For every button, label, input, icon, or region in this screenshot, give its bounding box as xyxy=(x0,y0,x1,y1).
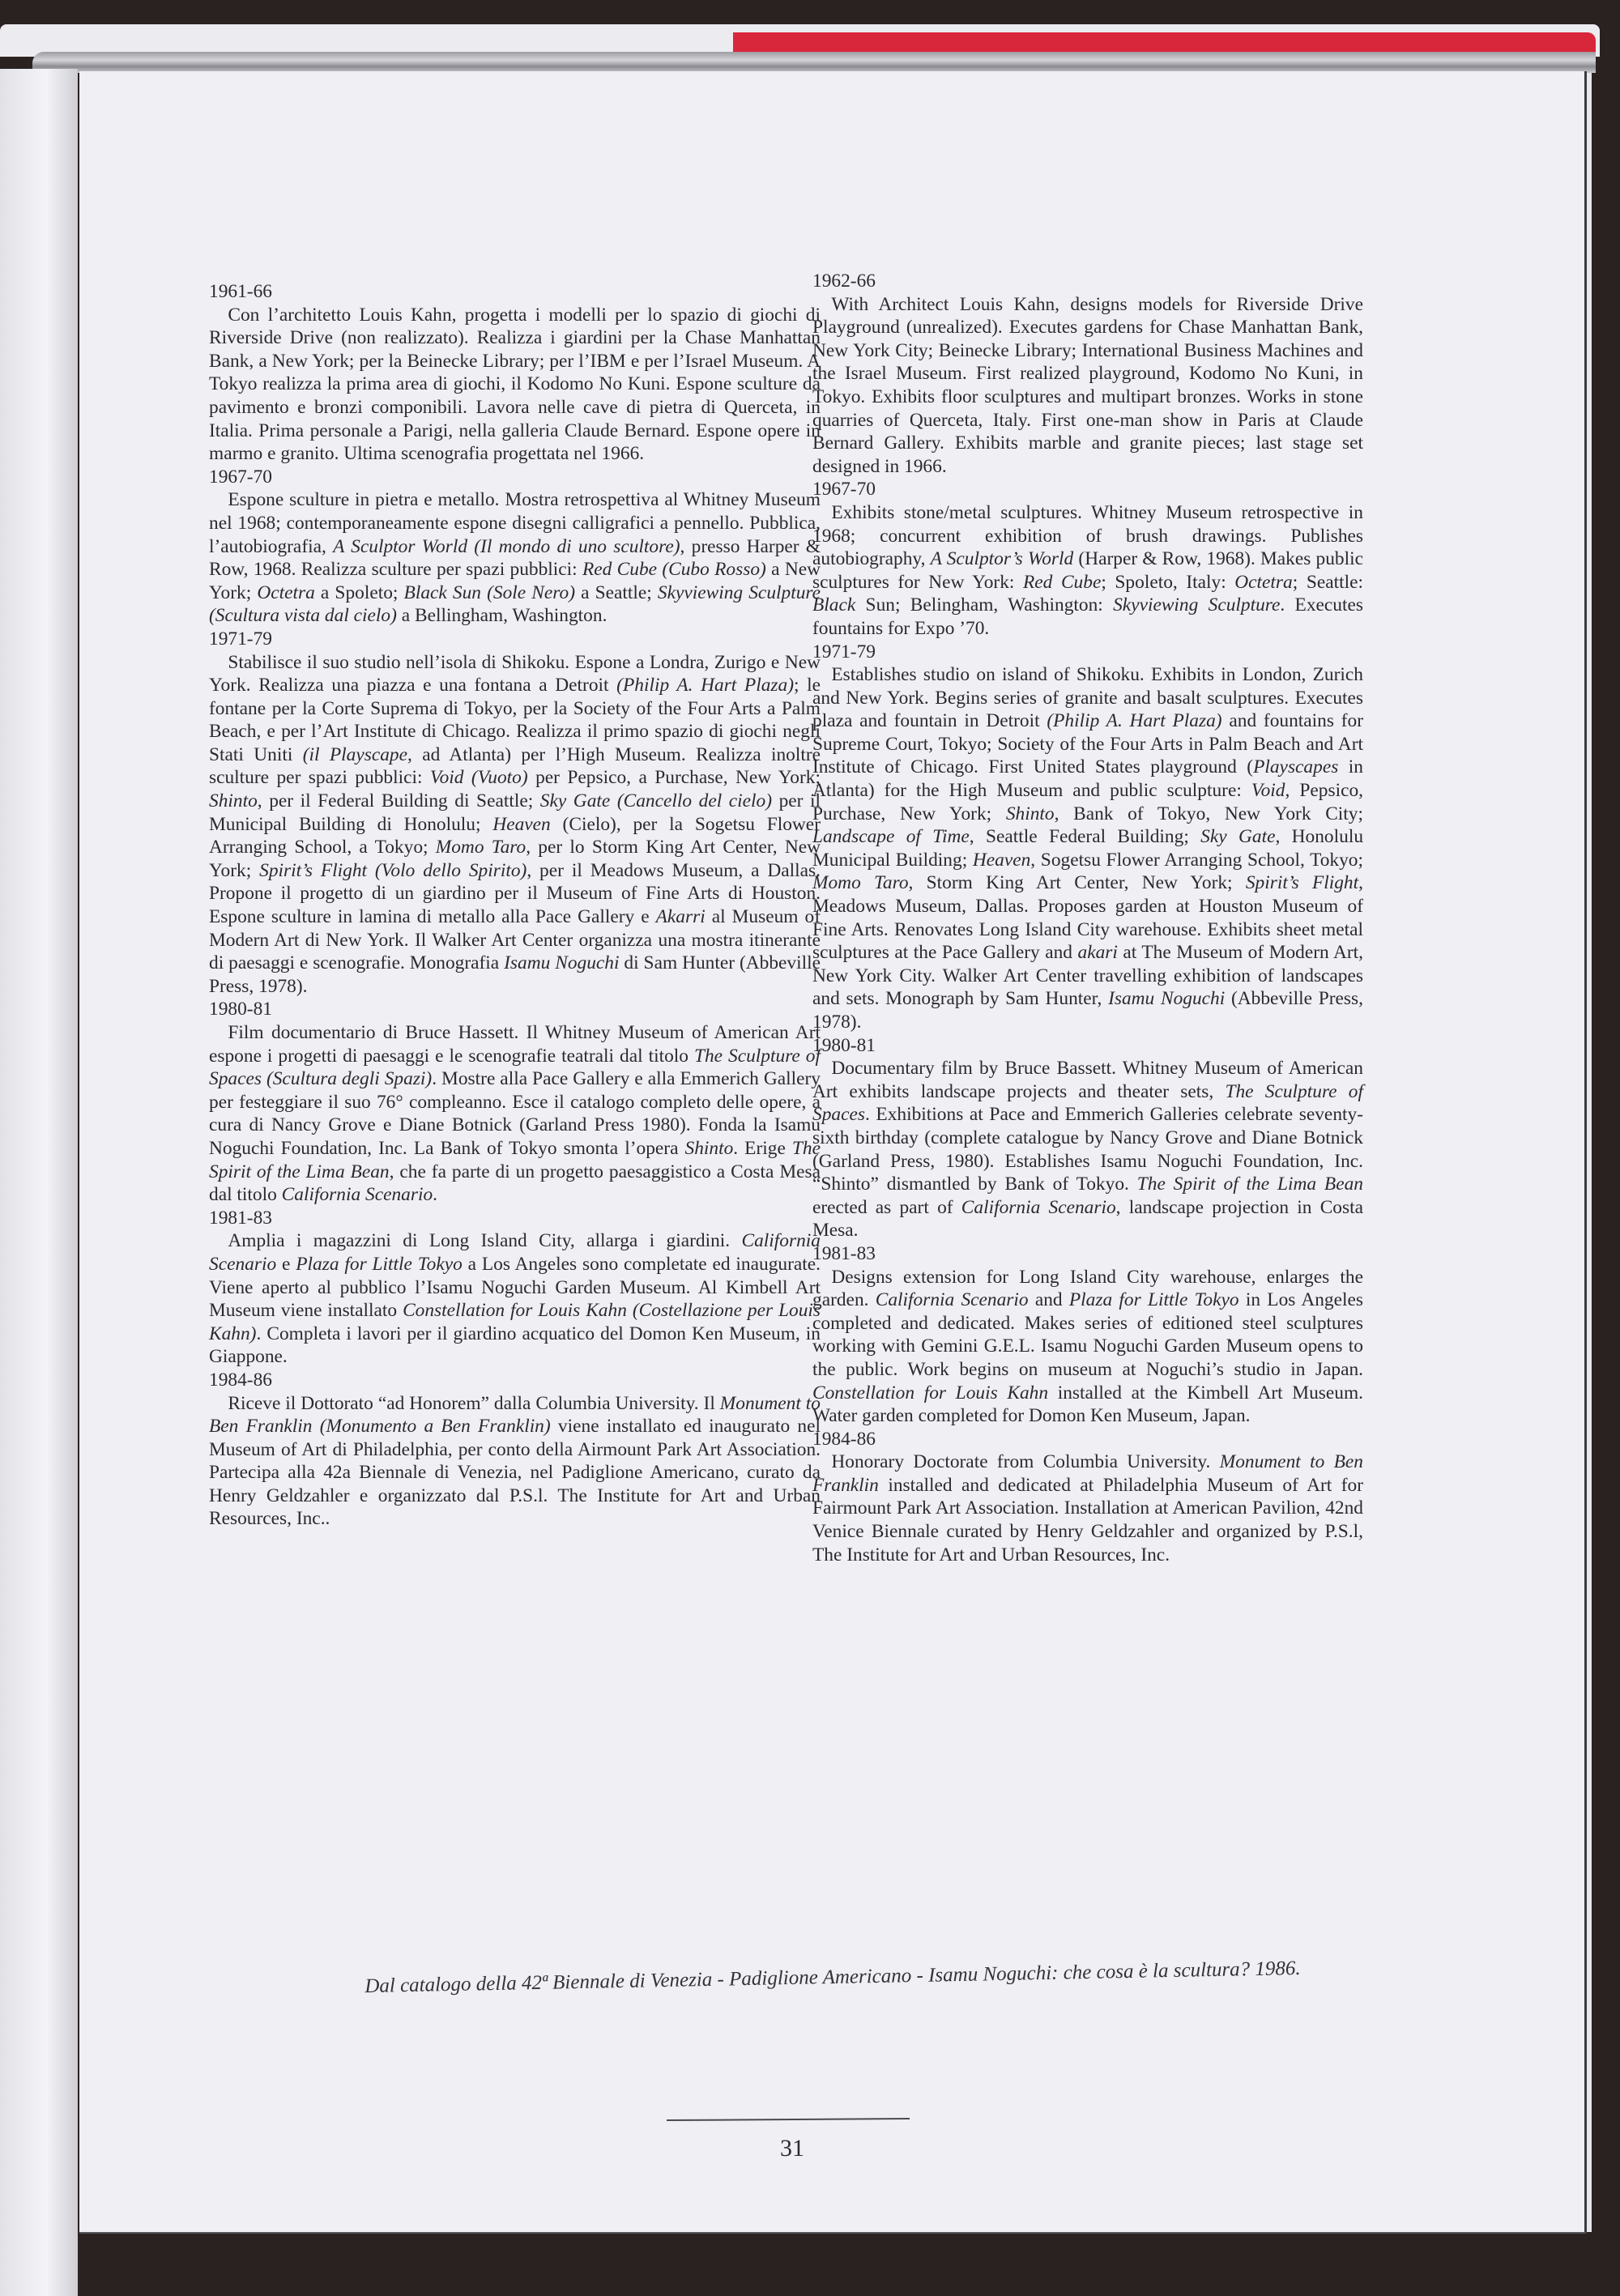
artwork-title: Red Cube xyxy=(1023,571,1102,593)
artwork-title: Akarri xyxy=(655,906,706,928)
artwork-title: Landscape of Time xyxy=(812,826,970,848)
footer-rule xyxy=(667,2118,910,2121)
artwork-title: Shinto xyxy=(209,790,258,812)
entry-text xyxy=(209,651,821,999)
artwork-title: (il Playscape xyxy=(302,743,407,765)
entry-year: 1981-83 xyxy=(209,1207,272,1229)
entry-text-segment: , Storm King Art Center, New York; xyxy=(908,872,1246,894)
artwork-title: Octetra xyxy=(1234,571,1293,593)
artwork-title: Sky Gate (Cancello del cielo) xyxy=(539,790,773,812)
entry-text-segment: di Sam Hunter (Abbeville Press, 1978). xyxy=(209,952,821,997)
entry-text-segment: . Exhibitions at Pace and Emmerich Galleries celebrate seventy-sixth birthday (complete catalogue by Nancy Grove and Diane Botnick (Garland Press, 1980). Establishes Isamu Noguchi Foundation, Inc. “Shinto” dismantled by Bank of Tokyo. xyxy=(812,1104,1363,1195)
artwork-title: Skyviewing Sculpture xyxy=(1113,594,1281,616)
artwork-title: akari xyxy=(1077,942,1118,964)
entry-text-segment: . Completa i lavori per il giardino acquatico del Domon Ken Museum, in Giappone. xyxy=(209,1323,821,1368)
left-page-edge xyxy=(0,69,78,2296)
entry-text-segment: (Abbeville Press, 1978). xyxy=(812,988,1363,1033)
artwork-title: Black Sun (Sole Nero) xyxy=(403,581,575,603)
entry-text-segment: , per il Meadows Museum, a Dallas. Propone il progetto di un giardino per il Museum of Fine Arts di Houston. Espone sculture in lamina di metallo alla Pace Gallery e xyxy=(209,859,821,928)
entry-year: 1967-70 xyxy=(812,479,876,501)
entry-text-segment: Establishes studio on island of Shikoku. Exhibits in London, Zurich and New York. Begins series of granite and basalt sculptures. Executes plaza and fountain in Detroit xyxy=(812,664,1363,732)
entry-text-segment: Amplia i magazzini di Long Island City, allarga i giardini. xyxy=(228,1230,742,1252)
entry-text xyxy=(812,501,1363,641)
entry-text-segment: and fountains for Supreme Court, Tokyo; Society of the Four Arts in Palm Beach and Art Institute of Chicago. First United States playground ( xyxy=(812,710,1363,778)
artwork-title: Plaza for Little Tokyo xyxy=(1068,1289,1239,1311)
source-caption: Dal catalogo della 42ª Biennale di Venezia - Padiglione Americano - Isamu Noguchi: che cosa è la scultura? 1986. xyxy=(364,1957,1301,1998)
artwork-title: California Scenario xyxy=(209,1230,821,1275)
entry-text-segment: Documentary film by Bruce Bassett. Whitney Museum of American Art exhibits landscape projects and theater sets, xyxy=(812,1058,1363,1102)
entry-text-segment: . Erige xyxy=(733,1137,792,1159)
page-number: 31 xyxy=(780,2135,804,2162)
red-spine-strip xyxy=(733,32,1596,53)
entry-text-segment: , per il Federal Building di Seattle; xyxy=(257,790,540,812)
artwork-title: Isamu Noguchi xyxy=(504,952,620,974)
entry-text-segment: Riceve il Dottorato “ad Honorem” dalla Columbia University. Il xyxy=(228,1392,720,1414)
entry-text-segment: erected as part of xyxy=(812,1196,961,1218)
artwork-title: Playscapes xyxy=(1253,756,1339,778)
entry-text-segment: ; le fontane per la Corte Suprema di Tokyo, per la Society of the Four Arts a Palm Beach, e per l’Art Institute di Chicago. Realizza il primo spazio di giochi negli Stati Uniti xyxy=(209,675,821,765)
artwork-title: Heaven xyxy=(492,813,551,835)
entry-text-segment: , Seattle Federal Building; xyxy=(969,826,1201,848)
entry-text-segment: With Architect Louis Kahn, designs models for Riverside Drive Playground (unrealized). Executes gardens for Chase Manhattan Bank, New York City; Beinecke Library; International Business Machines and the Israel Museum. First realized playground, Kodomo No Kuni, in Tokyo. Exhibits floor sculptures and multipart bronzes. Works in stone quarries of Querceta, Italy. First one-man show in Paris at Claude Bernard Gallery. Exhibits marble and granite pieces; last stage set designed in 1966. xyxy=(812,293,1363,477)
entry-text-segment: installed and dedicated at Philadelphia Museum of Art for Fairmount Park Art Association. Installation at American Pavilion, 42nd Venice Biennale curated by Henry Geldzahler and organized by P.S.l, The Institute for Art and Urban Resources, Inc. xyxy=(812,1474,1363,1565)
entry-text-segment: Designs extension for Long Island City warehouse, enlarges the garden. xyxy=(812,1266,1363,1311)
entry-text-segment: a Spoleto; xyxy=(314,581,404,603)
entry-text-segment: , Pepsico, Purchase, New York; xyxy=(812,780,1363,824)
artwork-title: The Sculpture of Spaces (Scultura degli Spazi) xyxy=(209,1045,821,1090)
entry-text xyxy=(209,1229,821,1369)
entry-text-segment: and xyxy=(1028,1289,1069,1311)
artwork-title: Shinto xyxy=(1005,803,1055,824)
artwork-title: Constellation for Louis Kahn (Costellazione per Louis Kahn) xyxy=(209,1300,821,1344)
artwork-title: Monument to Ben Franklin (Monumento a Ben Franklin) xyxy=(209,1392,821,1438)
artwork-title: Black xyxy=(812,594,856,616)
artwork-title: Octetra xyxy=(257,581,315,603)
entry-text-segment: , Sogetsu Flower Arranging School, Tokyo; xyxy=(1030,849,1363,871)
entry-text-segment: Espone sculture in pietra e metallo. Mostra retrospettiva al Whitney Museum nel 1968; contemporaneamente espone disegni calligrafici a pennello. Pubblica, l’autobiografia, xyxy=(209,489,821,557)
entry-text-segment: , Bank of Tokyo, New York City; xyxy=(1054,803,1363,824)
entry-year: 1971-79 xyxy=(812,641,876,662)
entry-text-segment: per il Municipal Building di Honolulu; xyxy=(209,790,821,835)
entry-text-segment: , che fa parte di un progetto paesaggistico a Costa Mesa dal titolo xyxy=(209,1161,821,1206)
artwork-title: Momo Taro xyxy=(435,837,526,858)
entry-text-segment: ; Seattle: xyxy=(1292,571,1363,593)
artwork-title: Void xyxy=(1251,780,1285,802)
artwork-title: California Scenario xyxy=(281,1184,433,1206)
entry-text-segment: Exhibits stone/metal sculptures. Whitney Museum retrospective in 1968; concurrent exhibition of brush drawings. Publishes autobiography, xyxy=(812,501,1363,570)
entry-text xyxy=(812,1057,1363,1242)
entry-text-segment: in Los Angeles completed and dedicated. Makes series of editioned steel sculptures working with Gemini G.E.L. Isamu Noguchi Garden Museum opens to the public. Work begins on museum at Noguchi’s studio in Japan. xyxy=(812,1289,1363,1380)
entry-text-segment: viene installato ed inaugurato nel Museum of Art di Philadelphia, per conto della Airmount Park Art Association. Partecipa alla 42a Biennale di Venezia, nel Padiglione Americano, curato da Henry Geldzahler e organizzato dal P.S.l. The Institute for Art and Urban Resources, Inc.. xyxy=(209,1416,821,1530)
entry-text-segment: Stabilisce il suo studio nell’isola di Shikoku. Espone a Londra, Zurigo e New York. Realizza una piazza e una fontana a Detroit xyxy=(209,651,821,696)
entry-text-segment: ; Spoleto, Italy: xyxy=(1101,571,1235,593)
entry-text-segment: , presso Harper & Row, 1968. Realizza sculture per spazi pubblici: xyxy=(209,535,821,581)
entry-text xyxy=(812,293,1363,479)
entry-text-segment: a Los Angeles sono completate ed inaugurate. Viene aperto al pubblico l’Isamu Noguchi Garden Museum. Al Kimbell Art Museum viene installato xyxy=(209,1253,821,1322)
entry-text-segment: a Bellingham, Washington. xyxy=(396,605,608,627)
entry-text-segment: Con l’architetto Louis Kahn, progetta i modelli per lo spazio di giochi di Riverside Drive (non realizzato). Realizza i giardini per la Chase Manhattan Bank, a New York; per la Beinecke Library; per l’IBM e per l’Israel Museum. A Tokyo realizza la prima area di giochi, il Kodomo No Kuni. Espone sculture da pavimento e bronzi componibili. Lavora nelle cave di pietra di Querceta, in Italia. Prima personale a Parigi, nella galleria Claude Bernard. Espone opere in marmo e granito. Ultima scenografia progettata nel 1966. xyxy=(209,304,821,465)
english-column xyxy=(812,270,1363,1566)
entry-year: 1961-66 xyxy=(209,281,272,302)
entry-text-segment: , per lo Storm King Art Center, New York; xyxy=(209,837,821,881)
artwork-title: The Spirit of the Lima Bean xyxy=(1136,1174,1363,1195)
entry-text-segment: . xyxy=(433,1184,438,1206)
entry-year: 1962-66 xyxy=(812,270,876,292)
entry-year: 1980-81 xyxy=(812,1034,876,1056)
entry-text-segment: , Meadows Museum, Dallas. Proposes garden at Houston Museum of Fine Arts. Renovates Long Island City warehouse. Exhibits sheet metal sculptures at the Pace Gallery and xyxy=(812,872,1363,964)
book-page xyxy=(79,71,1587,2234)
artwork-title: Void (Vuoto) xyxy=(429,767,528,789)
entry-text-segment: in Atlanta) for the High Museum and public sculpture: xyxy=(812,756,1363,802)
entry-text-segment: , ad Atlanta) per l’High Museum. Realizza inoltre sculture per spazi pubblici: xyxy=(209,743,821,789)
entry-text xyxy=(209,1392,821,1531)
entry-text-segment: (Cielo), per la Sogetsu Flower Arranging School, a Tokyo; xyxy=(209,813,821,858)
artwork-title: Momo Taro xyxy=(812,872,909,894)
entry-year: 1984-86 xyxy=(209,1369,272,1391)
artwork-title: The Spirit of the Lima Bean xyxy=(209,1137,821,1182)
entry-text-segment: per Pepsico, a Purchase, New York; xyxy=(527,767,821,789)
artwork-title: (Philip A. Hart Plaza) xyxy=(616,675,794,696)
italian-column xyxy=(209,280,821,1531)
entry-year: 1981-83 xyxy=(812,1242,876,1264)
entry-text xyxy=(209,488,821,628)
artwork-title: Isamu Noguchi xyxy=(1108,988,1226,1010)
entry-text-segment: a Seattle; xyxy=(575,581,658,603)
artwork-title: Skyviewing Sculpture (Scultura vista dal cielo) xyxy=(209,581,821,627)
entry-text-segment: installed at the Kimbell Art Museum. Water garden completed for Domon Ken Museum, Japan. xyxy=(812,1382,1363,1427)
entry-text-segment: al Museum of Modern Art di New York. Il Walker Art Center organizza una mostra itinerante di paesaggi e scenografie. Monografia xyxy=(209,906,821,974)
artwork-title: Sky Gate xyxy=(1200,826,1276,848)
artwork-title: Plaza for Little Tokyo xyxy=(296,1253,463,1275)
artwork-title: Shinto xyxy=(684,1137,734,1159)
entry-text-segment: Film documentario di Bruce Hassett. Il Whitney Museum of American Art espone i progetti di paesaggi e le scenografie teatrali dal titolo xyxy=(209,1022,821,1067)
page-stack-edge xyxy=(32,52,1596,73)
entry-text-segment: . Executes fountains for Expo ’70. xyxy=(812,594,1363,639)
artwork-title: Spirit’s Flight xyxy=(1245,872,1359,894)
artwork-title: California Scenario xyxy=(875,1289,1029,1311)
entry-text xyxy=(812,663,1363,1034)
artwork-title: (Philip A. Hart Plaza) xyxy=(1047,710,1222,732)
entry-text-segment: a New York; xyxy=(209,559,821,603)
entry-text-segment: Honorary Doctorate from Columbia University. xyxy=(831,1451,1220,1473)
entry-text xyxy=(209,1021,821,1207)
entry-text-segment: , landscape projection in Costa Mesa. xyxy=(812,1196,1363,1242)
entry-year: 1984-86 xyxy=(812,1428,876,1450)
entry-year: 1971-79 xyxy=(209,628,272,650)
entry-text-segment: Sun; Belingham, Washington: xyxy=(855,594,1114,616)
artwork-title: The Sculpture of Spaces xyxy=(812,1080,1363,1126)
artwork-title: Constellation for Louis Kahn xyxy=(812,1382,1049,1404)
entry-text-segment: , Honolulu Municipal Building; xyxy=(812,826,1364,871)
entry-text-segment: (Harper & Row, 1968). Makes public sculptures for New York: xyxy=(812,548,1363,593)
entry-year: 1980-81 xyxy=(209,999,272,1020)
artwork-title: Heaven xyxy=(972,849,1031,871)
entry-text-segment: at The Museum of Modern Art, New York City. Walker Art Center travelling exhibition of landscapes and sets. Monograph by Sam Hunter, xyxy=(812,942,1363,1010)
artwork-title: Spirit’s Flight (Volo dello Spirito) xyxy=(259,859,527,881)
entry-text xyxy=(209,304,821,466)
artwork-title: A Sculptor World (Il mondo di uno scultore) xyxy=(333,535,680,557)
artwork-title: A Sculptor’s World xyxy=(930,548,1074,570)
artwork-title: Red Cube (Cubo Rosso) xyxy=(582,559,766,581)
entry-text-segment: e xyxy=(276,1253,296,1275)
entry-year: 1967-70 xyxy=(209,466,272,488)
entry-text xyxy=(812,1266,1363,1428)
artwork-title: Monument to Ben Franklin xyxy=(812,1451,1363,1496)
artwork-title: California Scenario xyxy=(961,1196,1116,1218)
entry-text-segment: . Mostre alla Pace Gallery e alla Emmerich Gallery per festeggiare il suo 76° compleanno. Esce il catalogo completo delle opere, a cura di Nancy Grove e Diane Botnick (Garland Press 1980). Fonda la Isamu Noguchi Foundation, Inc. La Bank of Tokyo smonta l’opera xyxy=(209,1068,821,1159)
entry-text xyxy=(812,1450,1363,1566)
